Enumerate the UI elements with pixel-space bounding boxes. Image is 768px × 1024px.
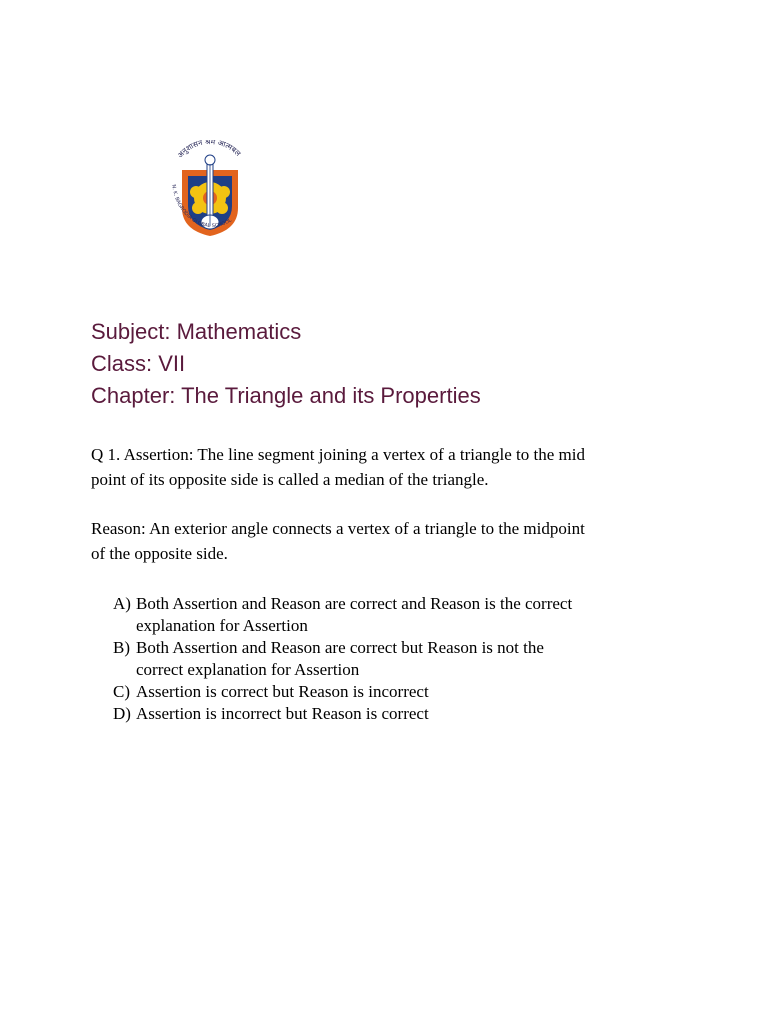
option-a xyxy=(113,593,572,637)
option-letter: D) xyxy=(113,704,131,723)
logo-school-name: N. K. BAGRODIA GLOBAL SCHOOL xyxy=(170,184,233,230)
school-logo xyxy=(160,140,260,240)
reason-paragraph xyxy=(91,516,691,566)
document-header xyxy=(91,316,481,412)
question-1 xyxy=(91,442,691,566)
option-b xyxy=(113,637,572,681)
assertion-line: Q 1. Assertion: The line segment joining a vertex of a triangle to the mid xyxy=(91,445,585,464)
subject-heading: Subject: Mathematics xyxy=(91,319,302,344)
option-d xyxy=(113,703,572,725)
option-letter: C) xyxy=(113,682,130,701)
option-letter: B) xyxy=(113,638,130,657)
option-text: Both Assertion and Reason are correct and Reason is the correct xyxy=(136,594,573,613)
option-text: Both Assertion and Reason are correct but Reason is not the xyxy=(136,638,544,657)
class-heading: Class: VII xyxy=(91,351,186,376)
assertion-paragraph xyxy=(91,442,691,492)
option-c xyxy=(113,681,572,703)
option-letter: A) xyxy=(113,594,131,613)
option-text: Assertion is correct but Reason is incorrect xyxy=(136,682,429,701)
option-text: explanation for Assertion xyxy=(136,616,308,635)
reason-line: of the opposite side. xyxy=(91,544,228,563)
option-text: correct explanation for Assertion xyxy=(136,660,360,679)
logo-motto: अनुशासन श्रम आत्मबल xyxy=(175,140,243,160)
option-text: Assertion is incorrect but Reason is correct xyxy=(136,704,429,723)
assertion-line: point of its opposite side is called a median of the triangle. xyxy=(91,470,489,489)
reason-line: Reason: An exterior angle connects a vertex of a triangle to the midpoint xyxy=(91,519,585,538)
answer-options xyxy=(113,593,572,725)
chapter-heading: Chapter: The Triangle and its Properties xyxy=(91,383,481,408)
